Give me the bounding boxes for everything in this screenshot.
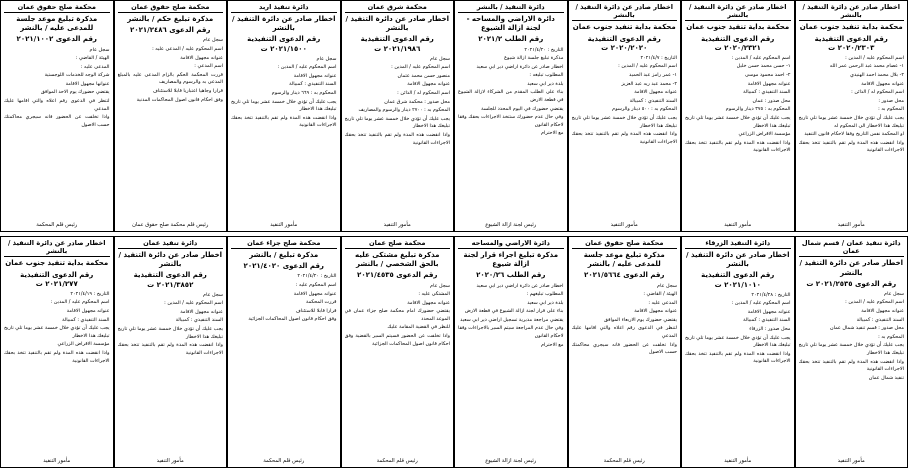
notice-line: المحكوم به : ٥٠٠ دينار والرسوم (612, 106, 677, 113)
notice-signature: مأمور التنفيذ (383, 222, 411, 229)
legal-notice (681, 0, 795, 232)
notice-title: مذكرة تبليغ اجراء قرار لجنة ازالة شيوع (463, 251, 559, 269)
notice-line: المطلوب تبليغه : (529, 72, 564, 79)
notice-line: يجب عليك أن تؤدي خلال خمسة عشر يوما تلي تاريخ تبليغك هذا الاخطار (571, 114, 677, 129)
notice-line: عنوانه مجهول الاقامة (180, 54, 223, 61)
legal-notice (341, 236, 455, 468)
notice-line: السند التنفيذي : كمبيالة (289, 81, 337, 88)
notice-case-number: رقم الدعوى ٢٠٢١/٤٥٣٥ (357, 271, 438, 280)
notice-line: عنوانه مجهول الاقامة (747, 308, 791, 315)
notice-case-number: رقم الدعوى التنفيذية ٢٠٢١/١٠١٠ ت (701, 271, 775, 289)
notice-line: يقتضي مراجعة مديرية تسجيل اراضي دير ابي سعيد (460, 316, 564, 323)
notice-case-number: رقم الدعوى ٢٠٢١/٥٦٦٤ (584, 271, 665, 280)
notice-line: واذا انقضت هذه المدة ولم تقم بالتنفيذ تتخذ بحقك الاجراءات القانونية (798, 139, 904, 154)
notice-line: قرارا وجاهيا اعتباريا قابلا للاستئناف (152, 87, 223, 94)
legal-notice (795, 236, 908, 468)
notice-case-number: رقم الدعوى ٢٠٢١/٢٤٨٦ (130, 26, 211, 35)
notice-line: المحكوم به : (878, 333, 904, 340)
legal-notice (568, 0, 682, 232)
notice-line: عنوانه مجهول الاقامة (861, 307, 904, 314)
notice-line: واذا انقضت هذه المدة ولم تقم بالتنفيذ تتخذ بحقك الاجراءات القانونية (571, 131, 677, 145)
notice-line: ١- عمر رامز عبد الحميد (629, 71, 677, 78)
notice-header: دائرة تنفيذ اربد (231, 3, 337, 13)
notice-title: محكمة بداية تنفيذ جنوب عمان (799, 23, 903, 32)
notice-case-number: رقم الطلب ٢٠٢١/٢ (478, 35, 544, 44)
notice-line: مؤسسة الاقراض الزراعي (738, 131, 791, 138)
notice-line: سجل عام (203, 37, 223, 44)
notice-title: اخطار صادر عن دائرة التنفيذ / بالنشر (799, 259, 904, 277)
notice-line: اخطار صادر عن دائرة اراضي دير ابي سعيد (476, 63, 564, 70)
notice-body (231, 273, 337, 457)
notice-case-number: رقم الدعوى التنفيذية ٢٠٢٠/٢٣٢١ ت (701, 34, 775, 52)
notice-line: التاريخ : ٢٠٢١/٤/١٩ (70, 290, 110, 297)
notice-header: دائرة تنفيذ عمان (118, 239, 224, 249)
notice-line: اسم المحكوم له / الدائن : (851, 89, 904, 96)
notice-line: وفي حال عدم حضورك ستتخذ الاجراءات بحقك وفقا لاحكام القانون (458, 114, 564, 128)
notice-line: محل صدور : قسم تنفيذ شمال عمان (829, 325, 904, 332)
legal-notice (681, 236, 795, 468)
notice-header: دائرة تنفيذ عمان / قسم شمال عمان (799, 239, 905, 257)
notice-line: واذا انقضت هذه المدة ولم تقم بالتنفيذ تتخذ بحقك الاجراءات القانونية (685, 139, 791, 154)
notice-line: واذا انقضت هذه المدة ولم تقم بالتنفيذ تتخذ بحقك الاجراءات القانونية (798, 358, 904, 373)
notice-line: بلدة دير ابي سعيد (527, 299, 564, 306)
notice-body (685, 292, 791, 458)
notice-line: يجب عليك أن تؤدي خلال خمسة عشر يوما تلي تاريخ تبليغك هذا الاخطار (231, 98, 337, 113)
notice-line: سجل عام (430, 55, 450, 62)
notice-line: يقتضي حضورك يوم الاربعاء الموافق (604, 316, 677, 323)
notice-case-number: رقم الدعوى التنفيذية ٢٠٢١/١٩٨٦ ت (360, 35, 434, 53)
notice-line: وفي حال عدم المراجعة سيتم السير بالاجراءات وفقا لاحكام القانون (458, 325, 564, 340)
notice-line: للنظر في القضية المقامة عليك (387, 324, 450, 331)
notice-line: المحكوم به : ٦٦٩ دينار والرسوم (271, 89, 337, 96)
notice-line: المحكوم به : ٢٧٠٠ دينار والرسوم والمصاريف (358, 107, 450, 114)
notice-title: مذكرة تبليغ موعد جلسة للمدعى عليه / بالنشر (583, 251, 665, 269)
notice-signature: مأمور التنفيذ (724, 222, 752, 229)
notice-line: يجب عليك أن تؤدي خلال خمسة عشر يوما تلي تاريخ تبليغك هذا الاخطار (798, 342, 904, 356)
legal-notice (114, 236, 228, 468)
notice-line: المدعى عليه : (648, 299, 677, 306)
notice-line: ٢- محمد عبد ربه عبد العزيز (621, 80, 677, 87)
notice-line: اسم المحكوم عليه : (295, 282, 337, 289)
notice-body (345, 56, 451, 222)
notice-line: عنوانه مجهول الاقامة (293, 290, 337, 297)
legal-notice (568, 236, 682, 468)
notice-header: اخطار صادر عن دائرة التنفيذ / بالنشر (685, 3, 791, 21)
notice-line: قررت المحكمة الحكم بالزام المدعى عليه بالمبلغ المدعى به والرسوم والمصاريف (117, 71, 223, 86)
notice-line: عنوانه مجهول الاقامة (861, 80, 904, 87)
notice-line: اسم المحكوم عليه / المدين : (50, 299, 110, 306)
notice-line: تنفيذ شمال عمان (868, 374, 904, 381)
notice-line: سجل عام (316, 55, 337, 62)
notice-line: وفق احكام قانون اصول المحاكمات الجزائية (248, 316, 337, 323)
notice-line: مع الاحترام (540, 341, 564, 348)
notice-line: يقتضي حضورك امام محكمة صلح جزاء عمان في الموعد المحدد (344, 308, 450, 322)
notice-line: عنوانه مجهول الاقامة (66, 307, 110, 314)
legal-notice (114, 0, 228, 232)
notice-title: مذكرة تبليغ / بالنشر (249, 251, 319, 260)
notice-body (4, 291, 110, 458)
notice-line: محل صدور : عمان (752, 97, 791, 104)
notice-body (4, 47, 110, 222)
notice-signature: مأمور التنفيذ (837, 458, 865, 465)
notice-signature: رئيس قلم المحكمة (36, 222, 78, 229)
legal-notice (0, 236, 114, 468)
legal-notice (227, 236, 341, 468)
notice-body (799, 291, 905, 458)
notice-line: عنوانه مجهول الاقامة (634, 308, 677, 315)
notice-body (572, 55, 678, 222)
notice-case-number: رقم الدعوى التنفيذية ٢٠٢١/٢٧٧ ت (20, 270, 94, 288)
notice-line: عنوانها مجهول الاقامة (65, 80, 110, 87)
notice-line: اسم المحكوم عليه / المدعى عليه : (152, 46, 223, 53)
notice-case-number: رقم الدعوى التنفيذية ٢٠٢٠/٢٣٠٣ ت (814, 34, 888, 52)
notice-line: المحكوم به : ٣٧٥ دينار والرسوم (725, 106, 791, 113)
notice-line: واذا انقضت هذه المدة ولم تقم بالتنفيذ تتخذ بحقك الاجراءات القانونية (4, 349, 110, 364)
notice-line: المدعى عليه : (80, 63, 110, 70)
notice-line: مذكرة تبليغ جلسة ازالة شيوع (504, 55, 564, 62)
notice-signature: مأمور التنفيذ (837, 222, 865, 229)
notice-line: يجب عليك أن تؤدي خلال خمسة عشر يوما تلي تاريخ تبليغك هذا الاخطار (344, 115, 450, 130)
notice-line: اسم المحكوم عليه / المدين : (845, 299, 904, 306)
notice-header: محكمة صلح جزاء عمان (231, 239, 337, 249)
notice-title: محكمة بداية تنفيذ جنوب عمان (5, 259, 109, 268)
notice-line: عنوانه مجهول الاقامة (747, 80, 791, 87)
notice-title: اخطار صادر عن دائرة التنفيذ / بالنشر (685, 251, 790, 269)
notice-line: محل صدور : الزرقاء (749, 325, 791, 332)
legal-notice (454, 236, 568, 468)
notice-line: يجب عليك أن تؤدي خلال خمسة عشر يوما تلي تاريخ تبليغك هذا الاخطار الى المحكوم له (798, 114, 904, 129)
notice-line: المطلوب تبليغهم : (526, 291, 564, 298)
notice-body (572, 283, 678, 458)
notice-case-number: رقم الدعوى ٢٠٢١/٤٠٢٠ (243, 262, 324, 271)
notice-signature: رئيس قلم المحكمة (603, 458, 645, 465)
notice-line: بناء على الطلب المقدم من الشركاء لازالة الشيوع في قطعة الارض (458, 89, 564, 104)
notice-title: اخطار صادر عن دائرة التنفيذ / بالنشر (231, 15, 336, 33)
notices-row-top (0, 0, 908, 232)
notice-case-number: رقم الطلب ٢٠٢٠/٢٦ (476, 271, 546, 280)
notice-line: او المحكمة نفس التاريخ وفقا لاحكام قانون التنفيذ (804, 131, 904, 138)
notice-signature: مأمور التنفيذ (724, 458, 752, 465)
notice-line: اسم المحكوم عليه / المدين : (731, 300, 791, 307)
notice-line: اسم المحكوم عليه / المدين : (391, 64, 450, 71)
notice-line: السند التنفيذي : كمبيالة (62, 316, 110, 323)
notice-body (345, 283, 451, 458)
notice-header: اخطار صادر عن دائرة التنفيذ / بالنشر (4, 239, 110, 257)
notice-header: محكمة صلح حقوق عمان (118, 3, 224, 13)
notice-title: اخطار صادر عن دائرة التنفيذ / بالنشر (118, 251, 223, 269)
notice-line: اسم المدعي : (194, 63, 223, 70)
notice-title: محكمة بداية تنفيذ جنوب عمان (572, 23, 676, 32)
notice-line: اخطار صادر عن دائرة اراضي دير ابي سعيد (476, 282, 564, 289)
notice-line: يقتضي حضورك يوم الاحد الموافق (40, 89, 110, 96)
notice-line: عنوانه مجهول الاقامة (407, 81, 450, 88)
notice-title: مذكرة تبليغ موعد جلسة للمدعى عليه / بالنشر (16, 15, 98, 33)
notice-case-number: رقم الدعوى ٢٠٢١/١٠٠٢ (16, 35, 97, 44)
legal-notice (454, 0, 568, 232)
notice-line: يجب عليك أن تؤدي خلال خمسة عشر يوما تلي تاريخ تبليغك هذا الاخطار (685, 334, 791, 349)
notice-header: محكمة صلح حقوق عمان (4, 3, 110, 13)
notice-line: يجب عليك أن تؤدي خلال خمسة عشر يوما تلي تاريخ تبليغك هذا الاخطار (117, 325, 223, 340)
notice-signature: رئيس لجنة ازالة الشيوع (485, 222, 537, 229)
notice-line: واذا انقضت هذه المدة ولم تقم بالتنفيذ تتخذ بحقك الاجراءات القانونية (231, 114, 337, 129)
notice-line: التاريخ : ٢٠٢١/٤/٢٠ (524, 46, 564, 53)
notice-title: مذكرة تبليغ مشتكى عليه بالحق الشخصي / بالنشر (355, 251, 440, 269)
notice-body (118, 292, 224, 458)
notice-signature: رئيس قلم المحكمة (376, 458, 418, 465)
notice-line: التاريخ : ٢٠٢١/٤/٧ (640, 54, 677, 61)
notice-line: المحكوم به : (878, 106, 904, 113)
notice-line: يقتضي حضورك في اليوم المحدد للجلسة (481, 105, 564, 112)
notice-line: اسم المحكوم عليه / المدين : (845, 54, 904, 61)
notice-line: سجل عام (430, 282, 450, 289)
notice-line: ١- عصام محمد عبد الرحمن عمر الله (829, 63, 904, 70)
notice-line: السند التنفيذي : كمبيالة (629, 97, 677, 104)
notice-line: ٢- احمد محمود موسى (745, 71, 791, 78)
notice-line: عنوانه مجهول الاقامة (634, 89, 677, 96)
notice-title: دائرة الاراضي والمساحه - لجنة ازالة الشيوع (466, 15, 555, 33)
notice-body (685, 55, 791, 222)
notice-line: واذا تخلفت عن الحضور فانه سيجري محاكمتك حسب الاصول (571, 341, 677, 356)
notice-header: محكمة شرق عمان (345, 3, 451, 13)
notice-header: دائرة الاراضي والمساحه (458, 239, 564, 249)
notice-body (799, 55, 905, 222)
notice-line: واذا تخلفت عن الحضور فانه سيجري محاكمتك حسب الاصول (4, 114, 110, 128)
notice-header: محكمة صلح حقوق عمان (572, 239, 678, 249)
notice-line: اسم المحكوم عليه / المدين : (731, 54, 791, 61)
notice-title: اخطار صادر عن دائرة التنفيذ / بالنشر (345, 15, 450, 33)
notice-case-number: رقم الدعوى التنفيذية ٢٠٢١/١٥٠٠ ت (247, 35, 321, 53)
notice-signature: رئيس قلم المحكمة (263, 458, 305, 465)
notice-signature: مأمور التنفيذ (270, 222, 298, 229)
notice-body (118, 37, 224, 221)
notices-row-bottom (0, 236, 908, 468)
notice-title: محكمة بداية تنفيذ جنوب عمان (686, 23, 790, 32)
notice-line: بناء على قرار لجنة ازالة الشيوع في قطعة الارض (464, 308, 564, 315)
notice-header: دائرة التنفيذ / بالنشر (458, 3, 564, 13)
notice-case-number: رقم الدعوى التنفيذية ٢٠٢١/٣٨٥٢ ت (133, 271, 207, 289)
notice-line: يجب عليك أن تؤدي خلال خمسة عشر يوما تلي تاريخ تبليغك هذا الاخطار (4, 325, 110, 339)
notice-line: بلدة دير ابي سعيد (527, 80, 564, 87)
notice-header: اخطار صادر عن دائرة التنفيذ / بالنشر (799, 3, 905, 21)
notice-line: التاريخ : ٢٠٢١/٤/٢٨ (751, 291, 791, 298)
notice-line: محل صدور : محكمة شرق عمان (384, 98, 450, 105)
notice-line: التاريخ : ٢٠٢١/٤/٢٠ (297, 273, 337, 280)
notice-line: عنوانه مجهول الاقامة (180, 308, 223, 315)
notice-header: اخطار صادر عن دائرة التنفيذ / بالنشر (572, 3, 678, 21)
notice-line: سجل عام (203, 291, 223, 298)
notice-line: اسم المحكوم عليه / المدين : (618, 63, 677, 70)
notice-line: شركة الوجه للخدمات اللوجستية (44, 72, 110, 79)
notice-line: الهيئة / القاضي : (643, 291, 677, 298)
notice-body (458, 47, 564, 222)
legal-notice (227, 0, 341, 232)
notice-body (231, 56, 337, 222)
notice-line: الهيئة / القاضي : (75, 55, 110, 62)
notice-signature: مأمور التنفيذ (43, 458, 71, 465)
notice-line: سجل عام (657, 282, 677, 289)
notice-line: وفق احكام قانون اصول المحاكمات المدنية (136, 96, 223, 103)
notice-line: سجل عام (89, 46, 110, 53)
notice-case-number: رقم الدعوى ٢٠٢١/٢٥٣٥ ت (806, 279, 897, 288)
notice-line: محل صدور : (878, 97, 904, 104)
legal-notice (341, 0, 455, 232)
notice-body (458, 283, 564, 458)
notice-line: المشتكى عليه : (418, 291, 450, 298)
notice-line: عنوانه مجهول الاقامة (293, 72, 337, 79)
notice-line: ١- حسن محمد حسن خليل (736, 63, 791, 70)
notice-title: مذكرة تبليغ حكم / بالنشر (127, 15, 214, 24)
notice-line: اسم المحكوم له / الدائن : (397, 89, 450, 96)
notice-line: اسم المحكوم عليه / المدين : (277, 64, 337, 71)
notice-line: لتنظر في الدعوى رقم اعلاه والتي اقامها عليك المدعي (571, 325, 677, 340)
legal-notice (0, 0, 114, 232)
notice-line: السند التنفيذي : كمبيالة (175, 317, 223, 324)
notice-signature: مأمور التنفيذ (610, 222, 638, 229)
notice-line: قرارا قابلا للاستئناف (295, 307, 337, 314)
notice-line: اسم المحكوم عليه / المدين : (164, 300, 223, 307)
legal-notice (795, 0, 908, 232)
notice-line: عنوانه مجهول الاقامة (407, 299, 450, 306)
notice-line: السند التنفيذي : كمبيالة (856, 316, 904, 323)
notice-line: مع الاحترام (540, 130, 564, 137)
notice-signature: رئيس قلم محكمة صلح حقوق عمان (132, 222, 209, 229)
notice-line: لتنظر في الدعوى رقم اعلاه والتي اقامها عليك المدعي (4, 98, 110, 112)
notice-line: واذا انقضت هذه المدة ولم تقم بالتنفيذ تتخذ بحقك الاجراءات القانونية (685, 350, 791, 365)
notice-line: واذا انقضت هذه المدة ولم تقم بالتنفيذ تتخذ بحقك الاجراءات القانونية (344, 131, 450, 146)
notice-header: محكمة صلح عمان (345, 239, 451, 249)
notice-line: قررت المحكمة (305, 299, 337, 306)
notice-line: ٢- بلال محمد احمد الهنيدي (850, 71, 904, 78)
notice-line: سجل عام (884, 290, 904, 297)
notice-line: يجب عليك أن تؤدي خلال خمسة عشر يوما تلي تاريخ تبليغك هذا الاخطار (685, 114, 791, 129)
notice-line: واذا تخلفت عن الحضور فسيتم السير بالقضية وفق احكام قانون اصول المحاكمات الجزائية (344, 333, 450, 347)
notice-line: واذا انقضت هذه المدة ولم تقم بالتنفيذ تتخذ بحقك الاجراءات القانونية (117, 342, 223, 356)
notice-signature: رئيس لجنة ازالة الشيوع (485, 458, 537, 465)
notice-line: السند التنفيذي : كمبيالة (743, 89, 791, 96)
notice-line: مؤسسة الاقراض الزراعي (57, 341, 110, 348)
notice-case-number: رقم الدعوى التنفيذية ٢٠٢٠/٢٠٢٠ ت (587, 34, 661, 52)
notice-signature: مأمور التنفيذ (156, 458, 184, 465)
notice-line: السند التنفيذي : كمبيالة (743, 317, 791, 324)
notice-line: منصور حسن محمد عثمان (397, 72, 450, 79)
notice-header: دائرة التنفيذ الزرقاء (685, 239, 791, 249)
